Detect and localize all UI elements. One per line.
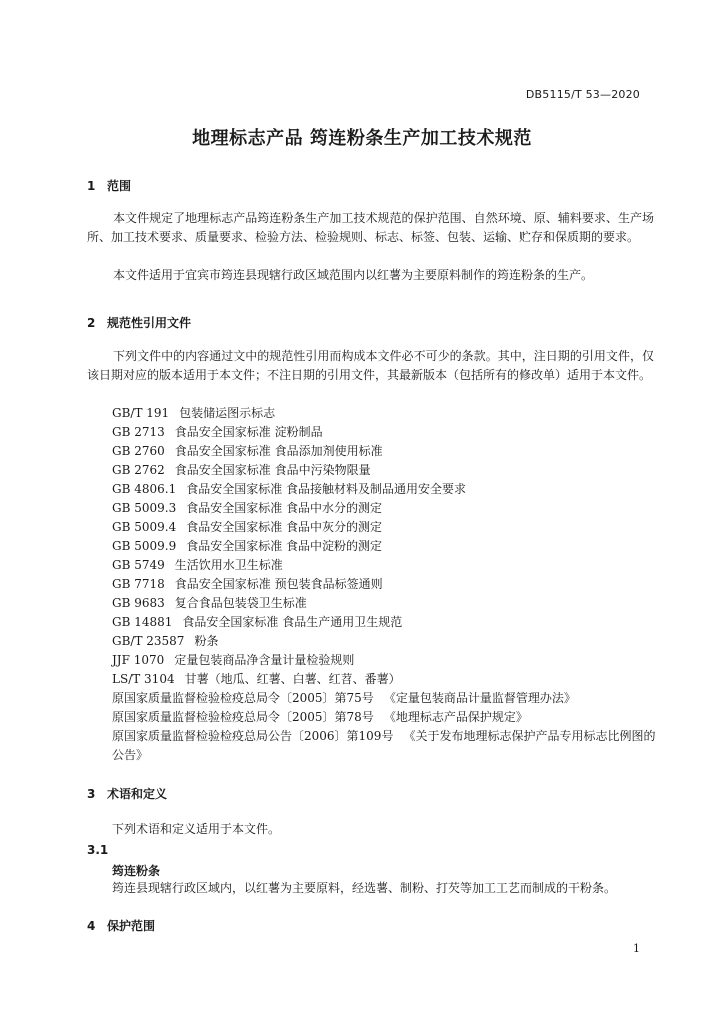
reference-item [112,727,657,765]
reference-code: GB/T 191 [112,406,170,420]
reference-code: GB 2762 [112,463,165,477]
reference-name: 甘薯（地瓜、红薯、白薯、红苕、番薯） [184,672,401,686]
term-name: 筠连粉条 [112,864,161,878]
reference-name: 食品安全国家标准 食品中污染物限量 [174,463,371,477]
reference-code: GB 5009.9 [112,539,177,553]
reference-code: 原国家质量监督检验检疫总局公告〔2006〕第109号 [112,729,394,743]
reference-name: 《地理标志产品保护规定》 [383,710,528,724]
document-title: 地理标志产品 筠连粉条生产加工技术规范 [192,128,532,149]
reference-code: GB 5009.4 [112,520,177,534]
section-1-heading [87,177,131,194]
reference-item [112,499,657,518]
reference-item [112,651,657,670]
paragraph-text: 下列文件中的内容通过文中的规范性引用而构成本文件必不可少的条款。其中，注日期的引用文件，仅该日期对应的版本适用于本文件；不注日期的引用文件，其最新版本（包括所有的修改单）适用于本文件。 [87,349,654,382]
section-title: 规范性引用文件 [107,316,192,330]
reference-name: 食品安全国家标准 食品中灰分的测定 [186,520,383,534]
reference-code: 原国家质量监督检验检疫总局令〔2005〕第75号 [112,691,374,705]
reference-code: GB 5749 [112,558,165,572]
section-number: 4 [87,919,96,933]
paragraph-text: 本文件适用于宜宾市筠连县现辖行政区域范围内以红薯为主要原料制作的筠连粉条的生产。 [113,268,594,282]
reference-item [112,404,657,423]
reference-item [112,518,657,537]
reference-code: GB/T 23587 [112,634,185,648]
page-number: 1 [633,942,640,955]
reference-item [112,423,657,442]
reference-name: 食品安全国家标准 食品中淀粉的测定 [186,539,383,553]
section-number: 2 [87,316,96,330]
reference-code: GB 9683 [112,596,165,610]
reference-name: 食品安全国家标准 食品中水分的测定 [186,501,383,515]
reference-item [112,556,657,575]
reference-item [112,461,657,480]
reference-item [112,613,657,632]
section-title: 范围 [107,179,132,193]
reference-code: GB 2713 [112,425,165,439]
reference-name: 食品安全国家标准 淀粉制品 [174,425,323,439]
reference-name: 《关于发布地理标志保护产品专用标志比例图的公告》 [112,729,656,762]
reference-name: 生活饮用水卫生标准 [174,558,283,572]
section-4-heading [87,917,155,934]
reference-name: 食品安全国家标准 食品接触材料及制品通用安全要求 [186,482,467,496]
reference-item [112,442,657,461]
paragraph-text: 本文件规定了地理标志产品筠连粉条生产加工技术规范的保护范围、自然环境、原、辅料要求、生产场所、加工技术要求、质量要求、检验方法、检验规则、标志、标签、包装、运输、贮存和保质期的要求。 [87,211,654,244]
reference-item [112,689,657,708]
section-1-paragraph-1 [87,209,654,247]
reference-code: 原国家质量监督检验检疫总局令〔2005〕第78号 [112,710,374,724]
section-number: 1 [87,179,96,193]
reference-name: 《定量包装商品计量监督管理办法》 [383,691,576,705]
reference-item [112,594,657,613]
section-2-intro [87,347,654,385]
reference-name: 食品安全国家标准 食品生产通用卫生规范 [182,615,403,629]
section-2-heading [87,314,191,331]
doc-code: DB5115/T 53—2020 [525,88,640,101]
section-title: 保护范围 [107,919,156,933]
reference-code: LS/T 3104 [112,672,175,686]
reference-name: 粉条 [194,634,219,648]
section-3-intro: 下列术语和定义适用于本文件。 [112,822,281,836]
section-title: 术语和定义 [107,787,168,801]
reference-code: JJF 1070 [112,653,165,667]
reference-name: 食品安全国家标准 食品添加剂使用标准 [174,444,383,458]
section-number: 3 [87,787,96,801]
reference-name: 包装储运图示标志 [179,406,276,420]
reference-name: 复合食品包装袋卫生标准 [174,596,307,610]
section-3-heading [87,785,167,802]
reference-code: GB 7718 [112,577,165,591]
reference-list [112,404,657,765]
reference-name: 食品安全国家标准 预包装食品标签通则 [174,577,383,591]
reference-item [112,632,657,651]
reference-code: GB 4806.1 [112,482,177,496]
term-definition: 筠连县现辖行政区域内，以红薯为主要原料，经选薯、制粉、打芡等加工工艺而制成的干粉条。 [112,881,617,895]
reference-item [112,480,657,499]
reference-code: GB 14881 [112,615,173,629]
section-1-paragraph-2 [87,266,654,285]
reference-code: GB 2760 [112,444,165,458]
reference-code: GB 5009.3 [112,501,177,515]
reference-item [112,670,657,689]
reference-item [112,575,657,594]
reference-name: 定量包装商品净含量计量检验规则 [174,653,355,667]
term-number: 3.1 [87,843,109,857]
reference-item [112,708,657,727]
reference-item [112,537,657,556]
